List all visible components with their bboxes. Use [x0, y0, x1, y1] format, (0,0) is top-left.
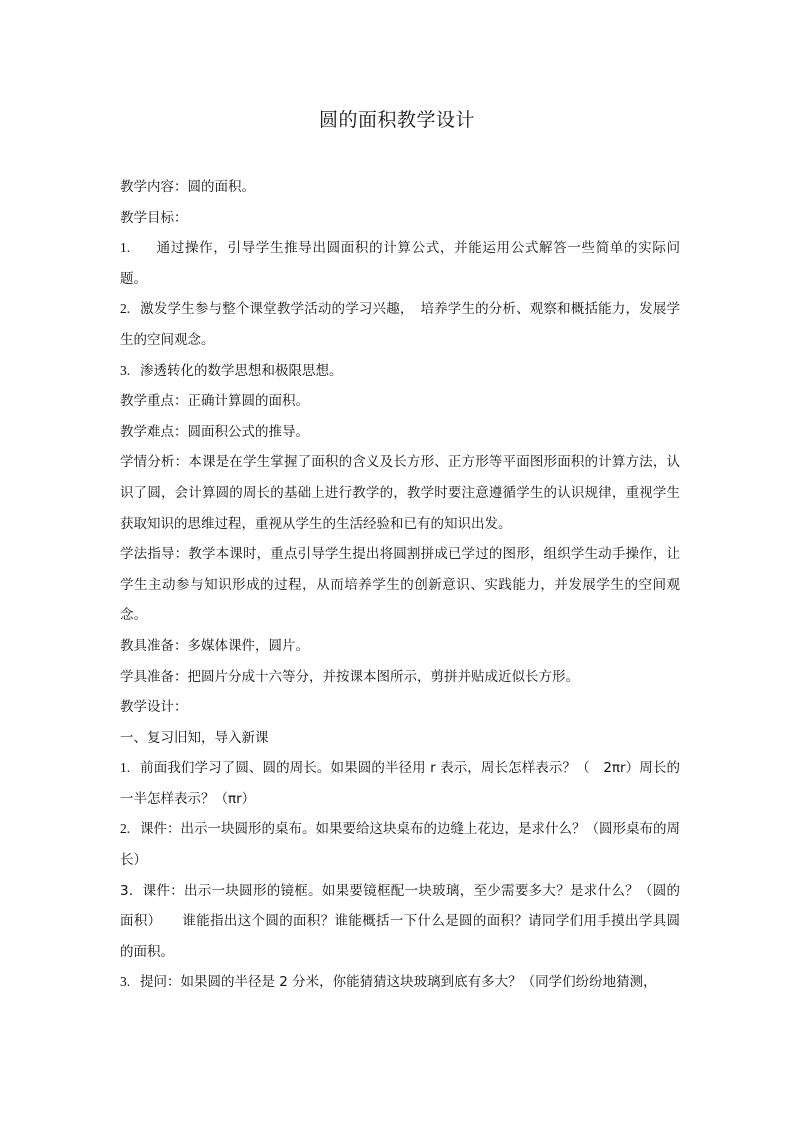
paragraph-section-1-heading — [120, 723, 680, 754]
paragraph-step-4 — [120, 967, 680, 998]
page-title: 圆的面积教学设计 — [318, 109, 475, 131]
paragraph-key-point — [120, 386, 680, 417]
paragraph-text: 教具准备：多媒体课件，圆片。 — [120, 637, 309, 654]
paragraph-step-2 — [120, 814, 680, 875]
list-number: 2. — [120, 821, 131, 837]
paragraph-text: 教学内容：圆的面积。 — [120, 179, 255, 195]
paragraph-text: 激发学生参与整个课堂教学活动的学习兴趣， 培养学生的分析、观察和概括能力，发展学生的空间观念。 — [120, 301, 680, 348]
paragraph-text: 渗透转化的数学思想和极限思想。 — [140, 362, 343, 379]
paragraph-text: 教学重点：正确计算圆的面积。 — [120, 393, 309, 410]
paragraph-method — [120, 539, 680, 631]
list-number: 3. — [120, 974, 131, 990]
paragraph-step-3 — [120, 876, 680, 968]
paragraph-text: 提问：如果圆的半径是 2 分米，你能猜猜这块玻璃到底有多大？（同学们纷纷地猜测， — [140, 974, 657, 991]
paragraph-difficulty — [120, 417, 680, 448]
document-body — [120, 172, 680, 998]
paragraph-objective-2 — [120, 294, 680, 355]
paragraph-text: 一、复习旧知，导入新课 — [120, 729, 269, 746]
paragraph-content — [120, 172, 680, 203]
paragraph-analysis — [120, 447, 680, 539]
paragraph-text: 学法指导：教学本课时，重点引导学生提出将圆割拼成已学过的图形，组织学生动手操作，让学生主动参与知识形成的过程，从而培养学生的创新意识、实践能力，并发展学生的空间观念。 — [120, 546, 680, 624]
paragraph-objective-3 — [120, 356, 680, 387]
paragraph-text: 课件：出示一块圆形的桌布。如果要给这块桌布的边缝上花边，是求什么？（圆形桌布的周长） — [120, 821, 680, 869]
list-number: 1. — [120, 240, 131, 256]
list-number: 1. — [120, 760, 131, 776]
paragraph-objectives-heading — [120, 203, 680, 234]
paragraph-text: 教学难点：圆面积公式的推导。 — [120, 423, 309, 440]
paragraph-text: 前面我们学习了圆、圆的周长。如果圆的半径用 r 表示，周长怎样表示？（ 2πr）周长的一半怎样表示？（πr） — [120, 760, 680, 807]
paragraph-teacher-tools — [120, 631, 680, 662]
list-number: 2. — [120, 301, 131, 317]
paragraph-student-tools — [120, 662, 680, 693]
paragraph-text: 3．课件：出示一块圆形的镜框。如果要镜框配一块玻璃，至少需要多大？是求什么？（圆的面积） 谁能指出这个圆的面积？谁能概括一下什么是圆的面积？请同学们用手摸出学具圆的面积。 — [120, 882, 680, 960]
list-number: 3. — [120, 362, 131, 378]
paragraph-objective-1 — [120, 233, 680, 294]
paragraph-text: 学情分析：本课是在学生掌握了面积的含义及长方形、正方形等平面图形面积的计算方法，认识了圆，会计算圆的周长的基础上进行教学的，教学时要注意遵循学生的认识规律，重视学生获取知识的思维过程，重视从学生的生活经验和已有的知识出发。 — [120, 454, 680, 532]
paragraph-text: 学具准备：把圆片分成十六等分，并按课本图所示，剪拼并贴成近似长方形。 — [120, 668, 579, 685]
paragraph-step-1 — [120, 753, 680, 814]
paragraph-text: 通过操作，引导学生推导出圆面积的计算公式，并能运用公式解答一些简单的实际问题。 — [120, 240, 680, 287]
paragraph-text: 教学设计： — [120, 699, 188, 716]
paragraph-text: 教学目标： — [120, 209, 188, 226]
paragraph-design-heading — [120, 692, 680, 723]
